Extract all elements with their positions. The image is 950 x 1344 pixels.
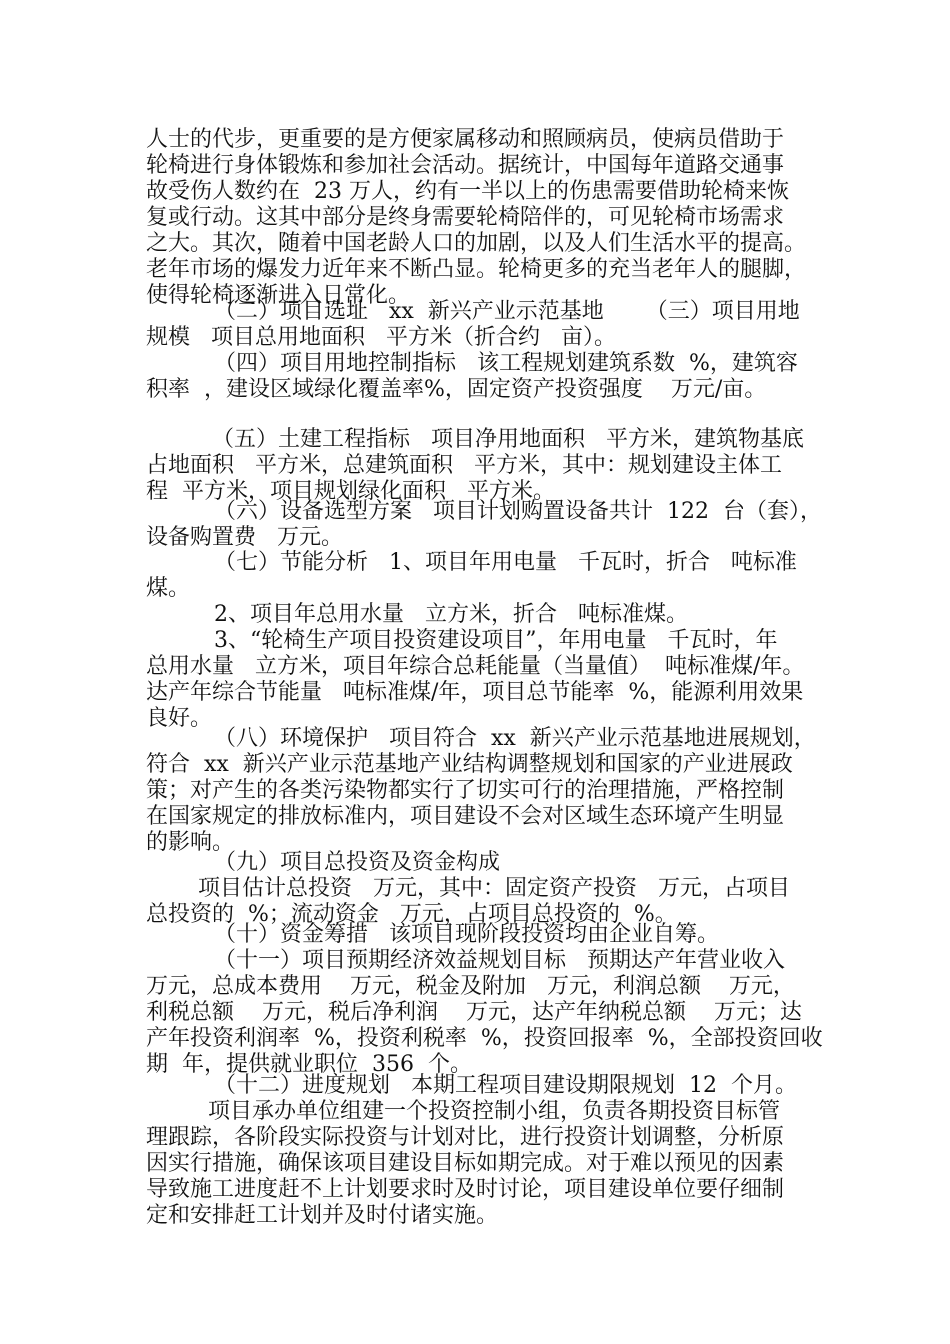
text-line: 程 平方米，项目规划绿化面积 平方米。 [146, 479, 555, 504]
text-line: 项目估计总投资 万元，其中：固定资产投资 万元，占项目 [198, 876, 790, 901]
text-line: 3、“轮椅生产项目投资建设项目”，年用电量 千瓦时，年 [214, 628, 778, 653]
text-line: 煤。 [146, 576, 191, 601]
text-line: 达产年综合节能量 吨标准煤/年，项目总节能率 %，能源利用效果 [146, 680, 804, 705]
text-line: 的影响。 [146, 830, 235, 855]
text-line: 之大。其次，随着中国老龄人口的加剧，以及人们生活水平的提高。 [146, 231, 807, 256]
text-line: 人士的代步，更重要的是方便家属移动和照顾病员，使病员借助于 [146, 127, 785, 152]
text-line: 万元，总成本费用 万元，税金及附加 万元，利润总额 万元， [146, 974, 795, 999]
text-line: 总用水量 立方米，项目年综合总耗能量（当量值） 吨标准煤/年。 [146, 654, 805, 679]
text-line: （七）节能分析 1、项目年用电量 千瓦时，折合 吨标准 [214, 550, 797, 575]
text-line: 占地面积 平方米，总建筑面积 平方米，其中：规划建设主体工 [146, 453, 782, 478]
text-line: （五）土建工程指标 项目净用地面积 平方米，建筑物基底 [212, 427, 804, 452]
text-line: 因实行措施，确保该项目建设目标如期完成。对于难以预见的因素 [146, 1151, 785, 1176]
text-line: （九）项目总投资及资金构成 [214, 850, 501, 875]
text-line: （二）项目选址 xx 新兴产业示范基地 （三）项目用地 [214, 299, 800, 324]
text-line: （十）资金筹措 该项目现阶段投资均由企业自筹。 [214, 922, 719, 947]
text-line: （十二）进度规划 本期工程项目建设期限规划 12 个月。 [214, 1073, 797, 1098]
text-line: （六）设备选型方案 项目计划购置设备共计 122 台（套）， [214, 499, 822, 524]
text-line: 规模 项目总用地面积 平方米（折合约 亩）。 [146, 325, 616, 350]
text-line: （十一）项目预期经济效益规划目标 预期达产年营业收入 [214, 948, 785, 973]
text-line: 导致施工进度赶不上计划要求时及时讨论，项目建设单位要仔细制 [146, 1177, 785, 1202]
text-line: 老年市场的爆发力近年来不断凸显。轮椅更多的充当老年人的腿脚， [146, 257, 807, 282]
text-line: 良好。 [146, 706, 213, 731]
text-line: 复或行动。这其中部分是终身需要轮椅陪伴的，可见轮椅市场需求 [146, 205, 785, 230]
text-line: 策；对产生的各类污染物都实行了切实可行的治理措施，严格控制 [146, 778, 785, 803]
text-line: （八）环境保护 项目符合 xx 新兴产业示范基地进展规划， [214, 726, 816, 751]
text-line: 故受伤人数约在 23 万人，约有一半以上的伤患需要借助轮椅来恢 [146, 179, 789, 204]
text-line: 设备购置费 万元。 [146, 525, 343, 550]
text-line: 利税总额 万元，税后净利润 万元，达产年纳税总额 万元；达 [146, 1000, 802, 1025]
text-line: 项目承办单位组建一个投资控制小组，负责各期投资目标管 [208, 1099, 781, 1124]
text-line: 2、项目年总用水量 立方米，折合 吨标准煤。 [214, 602, 688, 627]
text-line: 积率 ，建设区域绿化覆盖率%，固定资产投资强度 万元/亩。 [146, 377, 767, 402]
text-line: 符合 xx 新兴产业示范基地产业结构调整规划和国家的产业进展政 [146, 752, 793, 777]
text-line: 使得轮椅逐渐进入日常化。 [146, 283, 411, 308]
text-line: 轮椅进行身体锻炼和参加社会活动。据统计，中国每年道路交通事 [146, 153, 785, 178]
text-line: 在国家规定的排放标准内，项目建设不会对区域生态环境产生明显 [146, 804, 785, 829]
text-line: 产年投资利润率 %，投资利税率 %，投资回报率 %，全部投资回收 [146, 1026, 823, 1051]
text-line: 期 年，提供就业职位 356 个。 [146, 1052, 472, 1077]
text-line: （四）项目用地控制指标 该工程规划建筑系数 %，建筑容 [214, 351, 798, 376]
text-line: 定和安排赶工计划并及时付诸实施。 [146, 1203, 499, 1228]
text-line: 理跟踪，各阶段实际投资与计划对比，进行投资计划调整，分析原 [146, 1125, 785, 1150]
text-line: 总投资的 %；流动资金 万元，占项目总投资的 %。 [146, 902, 677, 927]
